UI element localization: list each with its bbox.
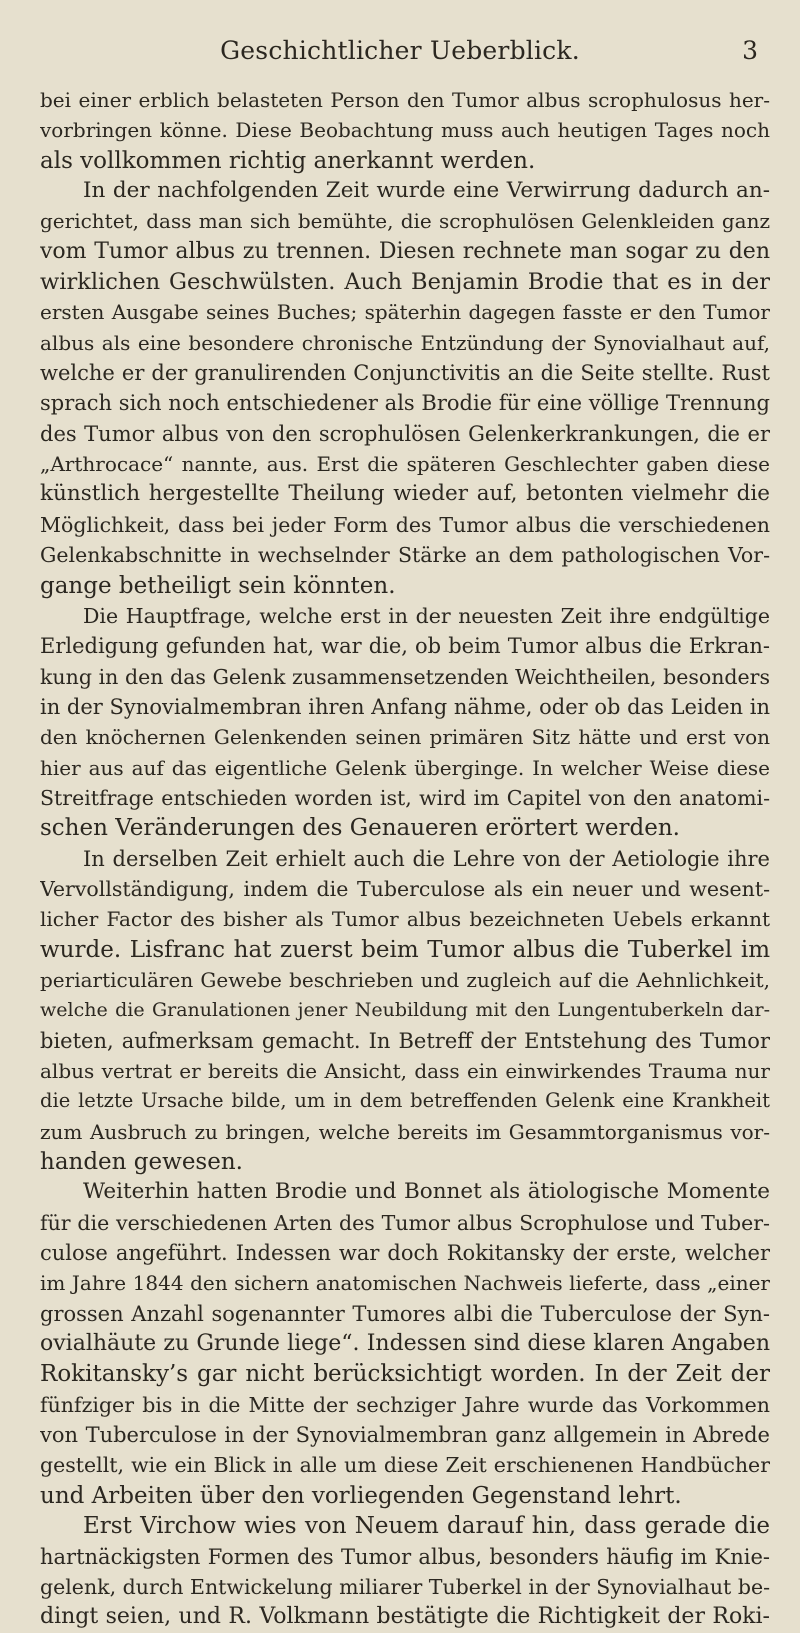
paragraph-first-line: In der nachfolgenden Zeit wurde eine Verwirrung dadurch an- <box>83 178 770 204</box>
text-line: für die verschiedenen Arten des Tumor albus Scrophulose und Tuber- <box>40 1210 770 1235</box>
text-line: albus vertrat er bereits die Ansicht, dass ein einwirkendes Trauma nur <box>40 1059 770 1083</box>
body-text <box>40 85 770 1633</box>
text-line: hier aus auf das eigentliche Gelenk überginge. In welcher Weise diese <box>40 755 770 780</box>
text-line: und Arbeiten über den vorliegenden Gegenstand lehrt. <box>40 1482 682 1509</box>
text-line: licher Factor des bisher als Tumor albus bezeichneten Uebels erkannt <box>40 907 770 932</box>
text-line: Streitfrage entschieden worden ist, wird im Capitel von den anatomi- <box>40 785 770 810</box>
running-header <box>0 36 800 66</box>
paragraph-first-line: In derselben Zeit erhielt auch die Lehre von der Aetiologie ihre <box>83 846 770 871</box>
text-line: Vervollständigung, indem die Tuberculose als ein neuer und wesent- <box>40 876 770 901</box>
text-line: in der Synovialmembran ihren Anfang nähme, oder ob das Leiden in <box>40 694 770 719</box>
text-line: periarticulären Gewebe beschrieben und zugleich auf die Aehnlichkeit, <box>40 967 770 992</box>
text-line: als vollkommen richtig anerkannt werden. <box>40 147 536 174</box>
paragraph-first-line: Weiterhin hatten Brodie und Bonnet als ätiologische Momente <box>83 1179 770 1205</box>
text-line: gerichtet, dass man sich bemühte, die scrophulösen Gelenkleiden ganz <box>40 209 770 234</box>
running-title: Geschichtlicher Ueberblick. <box>220 36 580 65</box>
text-line: kung in den das Gelenk zusammensetzenden Weichtheilen, besonders <box>40 664 770 689</box>
text-line: ovialhäute zu Grunde liege“. Indessen sind diese klaren Angaben <box>40 1331 770 1357</box>
text-line: den knöchernen Gelenkenden seinen primären Sitz hätte und erst von <box>40 725 770 750</box>
text-line: des Tumor albus von den scrophulösen Gelenkerkrankungen, die er <box>40 421 770 446</box>
text-line: vorbringen könne. Diese Beobachtung muss auch heutigen Tages noch <box>40 118 770 143</box>
text-line: zum Ausbruch zu bringen, welche bereits im Gesammtorganismus vor- <box>40 1119 770 1144</box>
text-line: dingt seien, und R. Volkmann bestätigte die Richtigkeit der Roki- <box>40 1604 770 1630</box>
text-line: vom Tumor albus zu trennen. Diesen rechnete man sogar zu den <box>40 238 770 264</box>
text-line: Gelenkabschnitte in wechselnder Stärke an dem pathologischen Vor- <box>40 543 770 568</box>
text-line: im Jahre 1844 den sichern anatomischen Nachweis lieferte, dass „einer <box>40 1271 770 1296</box>
text-line: schen Veränderungen des Genaueren erörtert werden. <box>40 815 680 842</box>
text-line: gelenk, durch Entwickelung miliarer Tuberkel in der Synovialhaut be- <box>40 1574 770 1599</box>
text-line: albus als eine besondere chronische Entzündung der Synovialhaut auf, <box>40 330 770 355</box>
text-line: die letzte Ursache bilde, um in dem betreffenden Gelenk eine Krankheit <box>40 1089 770 1113</box>
text-line: welche er der granulirenden Conjunctivitis an die Seite stellte. Rust <box>40 361 770 386</box>
text-line: culose angeführt. Indessen war doch Rokitansky der erste, welcher <box>40 1241 770 1266</box>
text-line: welche die Granulationen jener Neubildung mit den Lungentuberkeln dar- <box>40 999 770 1022</box>
text-line: von Tuberculose in der Synovialmembran ganz allgemein in Abrede <box>40 1423 770 1448</box>
text-line: bieten, aufmerksam gemacht. In Betreff der Entstehung des Tumor <box>40 1028 770 1053</box>
text-line: hartnäckigsten Formen des Tumor albus, besonders häufig im Knie- <box>40 1544 770 1569</box>
text-line: bei einer erblich belasteten Person den Tumor albus scrophulosus her- <box>40 88 770 112</box>
text-line: sprach sich noch entschiedener als Brodie für eine völlige Trennung <box>40 391 770 416</box>
text-line: fünfziger bis in die Mitte der sechziger Jahre wurde das Vorkommen <box>40 1392 770 1417</box>
text-line: künstlich hergestellte Theilung wieder auf, betonten vielmehr die <box>40 481 770 507</box>
text-line: wirklichen Geschwülsten. Auch Benjamin Brodie that es in der <box>40 269 770 296</box>
text-line: grossen Anzahl sogenannter Tumores albi die Tuberculose der Syn- <box>40 1301 770 1326</box>
text-line: handen gewesen. <box>40 1149 243 1176</box>
text-line: „Arthrocace“ nannte, aus. Erst die späteren Geschlechter gaben diese <box>40 452 770 477</box>
paragraph-first-line: Die Hauptfrage, welche erst in der neuesten Zeit ihre endgültige <box>83 603 770 628</box>
page-number: 3 <box>742 36 758 65</box>
text-line: Erledigung gefunden hat, war die, ob beim Tumor albus die Erkran- <box>40 634 770 659</box>
text-line: Möglichkeit, dass bei jeder Form des Tumor albus die verschiedenen <box>40 512 770 537</box>
text-line: wurde. Lisfranc hat zuerst beim Tumor albus die Tuberkel im <box>40 936 770 963</box>
paragraph-first-line: Erst Virchow wies von Neuem darauf hin, dass gerade die <box>83 1513 770 1540</box>
text-line: ersten Ausgabe seines Buches; späterhin dagegen fasste er den Tumor <box>40 300 770 325</box>
text-line: gange betheiligt sein könnten. <box>40 572 396 599</box>
text-line: gestellt, wie ein Blick in alle um diese Zeit erschienenen Handbücher <box>40 1453 770 1478</box>
text-line: Rokitansky’s gar nicht berücksichtigt worden. In der Zeit der <box>40 1361 770 1388</box>
